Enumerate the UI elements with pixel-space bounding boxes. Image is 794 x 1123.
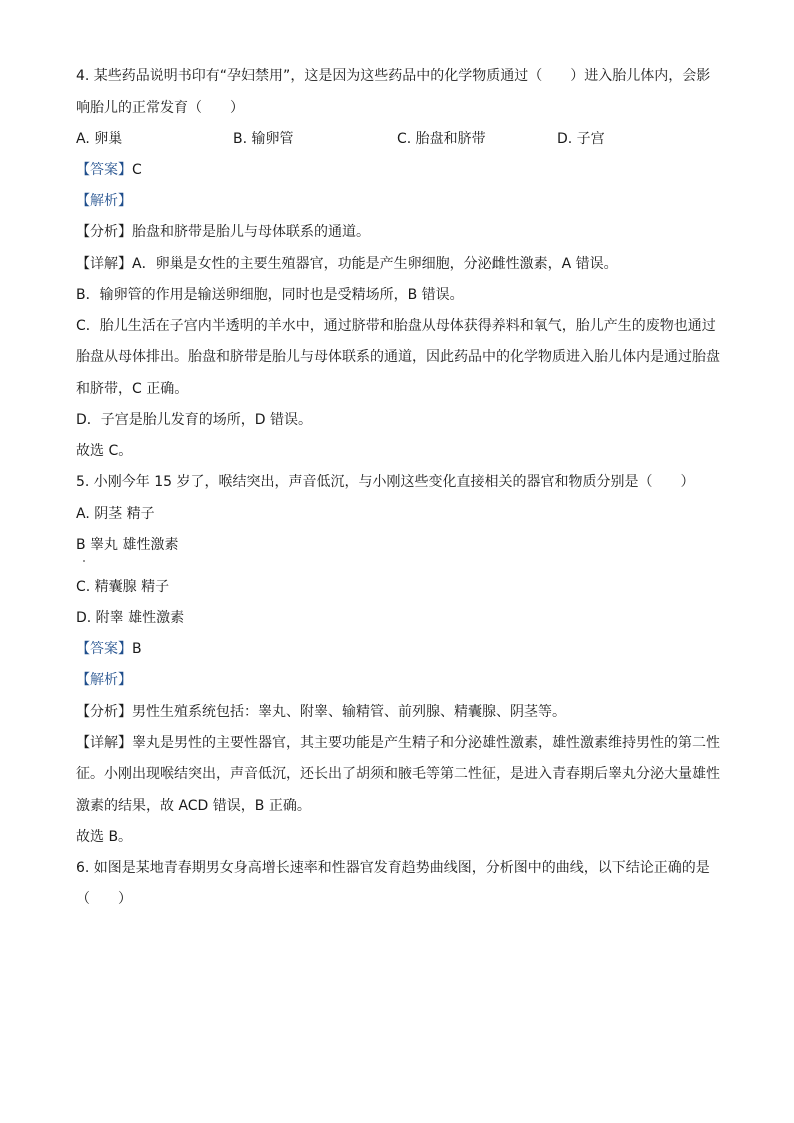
q5-xiangjie-2: 征。小刚出现喉结突出，声音低沉，还长出了胡须和腋毛等第二性征，是进入青春期后睾丸分泌大量雄性 bbox=[76, 766, 720, 782]
fenxi-tag: 【分析】 bbox=[76, 224, 132, 240]
q5-option-b: B 睾丸 雄性激素 bbox=[76, 537, 179, 553]
xiangjie-text: A．卵巢是女性的主要生殖器官，功能是产生卵细胞，分泌雌性激素，A 错误。 bbox=[132, 256, 618, 272]
q4-option-a: A. 卵巢 bbox=[76, 131, 123, 147]
xiangjie-tag: 【详解】 bbox=[76, 735, 132, 751]
q4-xiangjie-a bbox=[76, 254, 726, 274]
xiangjie-text: 睾丸是男性的主要性器官，其主要功能是产生精子和分泌雄性激素，雄性激素维持男性的第二性 bbox=[132, 735, 720, 751]
q4-xiangjie-c-3: 和脐带，C 正确。 bbox=[76, 381, 189, 397]
q5-option-d: D. 附睾 雄性激素 bbox=[76, 610, 185, 626]
q4-option-c: C. 胎盘和脐带 bbox=[397, 131, 486, 147]
q4-stem-line-1: 4. 某些药品说明书印有“孕妇禁用”，这是因为这些药品中的化学物质通过（ ）进入胎儿体内，会影 bbox=[76, 68, 711, 84]
stray-dot bbox=[83, 560, 85, 562]
q4-conclusion: 故选 C。 bbox=[76, 443, 133, 459]
q5-xiangjie-1 bbox=[76, 733, 726, 753]
q5-analysis-tag: 【解析】 bbox=[76, 672, 132, 688]
q4-xiangjie-b: B．输卵管的作用是输送卵细胞，同时也是受精场所，B 错误。 bbox=[76, 287, 464, 303]
q5-conclusion: 故选 B。 bbox=[76, 829, 133, 845]
q4-xiangjie-d: D．子宫是胎儿发育的场所，D 错误。 bbox=[76, 412, 313, 428]
q5-option-a: A. 阴茎 精子 bbox=[76, 506, 155, 522]
q4-xiangjie-c-1: C．胎儿生活在子宫内半透明的羊水中，通过脐带和胎盘从母体获得养料和氧气，胎儿产生的废物也通过 bbox=[76, 318, 716, 334]
q4-option-d: D. 子宫 bbox=[557, 131, 605, 147]
q4-fenxi bbox=[76, 222, 726, 242]
q5-stem: 5. 小刚今年 15 岁了，喉结突出，声音低沉，与小刚这些变化直接相关的器官和物质分别是（ ） bbox=[76, 474, 695, 490]
q4-option-b: B. 输卵管 bbox=[233, 131, 294, 147]
q4-stem-line-2: 响胎儿的正常发育（ ） bbox=[76, 100, 244, 116]
q6-stem-line-1: 6. 如图是某地青春期男女身高增长速率和性器官发育趋势曲线图，分析图中的曲线，以下结论正确的是 bbox=[76, 860, 710, 876]
fenxi-text: 男性生殖系统包括：睾丸、附睾、输精管、前列腺、精囊腺、阴茎等。 bbox=[132, 704, 566, 720]
answer-value: B bbox=[132, 641, 142, 657]
fenxi-text: 胎盘和脐带是胎儿与母体联系的通道。 bbox=[132, 224, 370, 240]
q5-fenxi bbox=[76, 702, 726, 722]
xiangjie-tag: 【详解】 bbox=[76, 256, 132, 272]
q6-stem-line-2: （ ） bbox=[76, 891, 132, 907]
q5-answer bbox=[76, 639, 726, 659]
fenxi-tag: 【分析】 bbox=[76, 704, 132, 720]
answer-tag: 【答案】 bbox=[76, 162, 132, 178]
q4-answer bbox=[76, 160, 726, 180]
q4-analysis-tag: 【解析】 bbox=[76, 193, 132, 209]
answer-value: C bbox=[132, 162, 142, 178]
q4-xiangjie-c-2: 胎盘从母体排出。胎盘和脐带是胎儿与母体联系的通道，因此药品中的化学物质进入胎儿体内是通过胎盘 bbox=[76, 349, 720, 365]
q5-xiangjie-3: 激素的结果，故 ACD 错误，B 正确。 bbox=[76, 798, 311, 814]
answer-tag: 【答案】 bbox=[76, 641, 132, 657]
q5-option-c: C. 精囊腺 精子 bbox=[76, 579, 170, 595]
